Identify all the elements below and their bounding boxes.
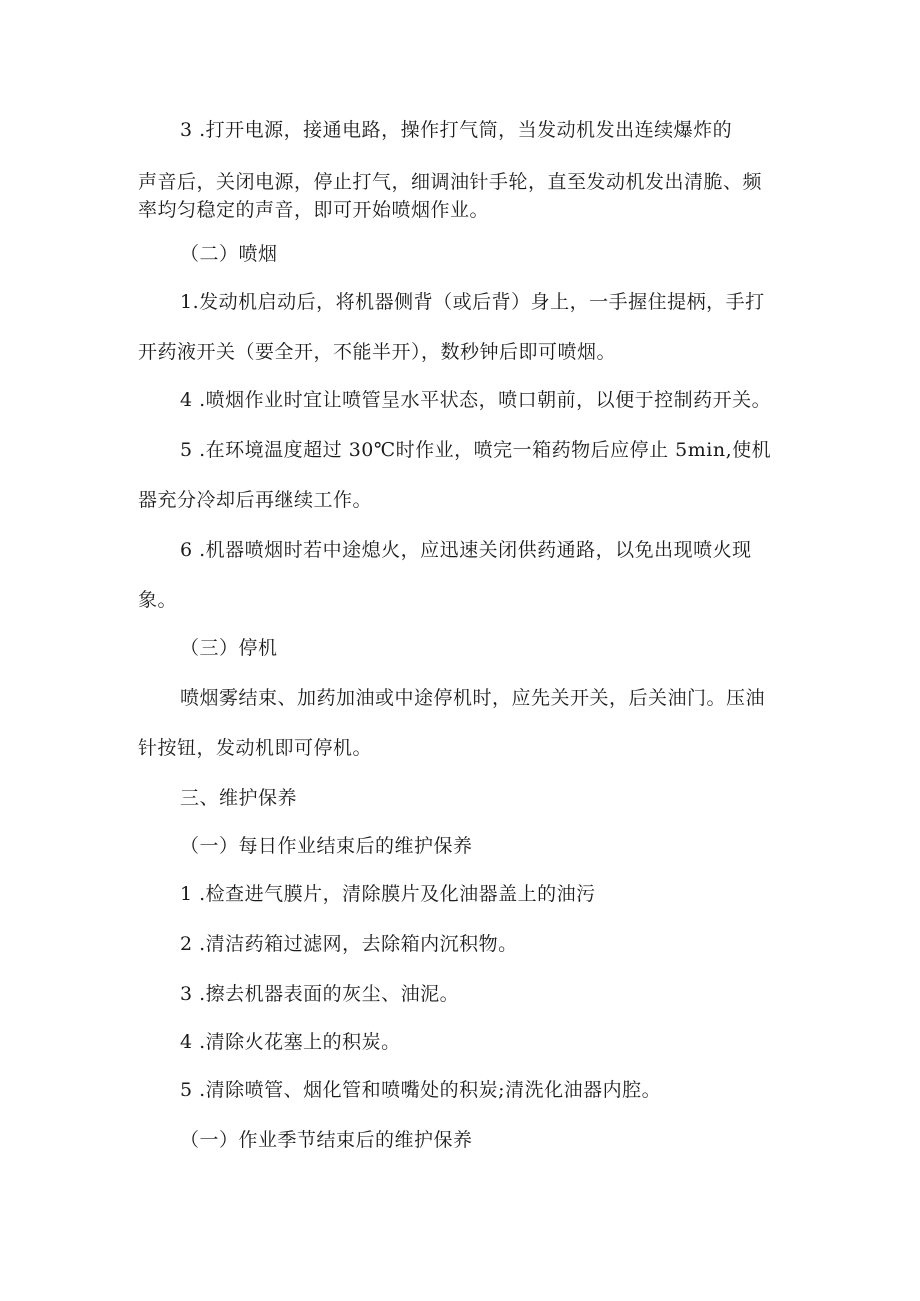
para-spray-5-line-1: 5 .在环境温度超过 30℃时作业，喷完一箱药物后应停止 5min,使机 (180, 439, 772, 461)
para-spray-5-line-2: 器充分冷却后再继续工作。 (138, 489, 373, 511)
para-step-3-line-3: 率均匀稳定的声音，即可开始喷烟作业。 (138, 199, 490, 221)
heading-season-maintenance: （一）作业季节结束后的维护保养 (180, 1129, 473, 1151)
para-daily-4: 4 .清除火花塞上的积炭。 (180, 1031, 401, 1053)
para-daily-3: 3 .擦去机器表面的灰尘、油泥。 (180, 983, 460, 1005)
para-daily-2: 2 .清洁药箱过滤网，去除箱内沉积物。 (180, 933, 518, 955)
heading-spray-smoke: （二）喷烟 (180, 243, 278, 265)
para-shutdown-line-1: 喷烟雾结束、加药加油或中途停机时，应先关开关，后关油门。压油 (180, 687, 766, 709)
para-spray-1-line-2: 开药液开关（要全开，不能半开），数秒钟后即可喷烟。 (138, 341, 617, 363)
para-step-3-line-2: 声音后，关闭电源，停止打气，细调油针手轮，直至发动机发出清脆、频 (138, 171, 763, 193)
para-spray-6-line-1: 6 .机器喷烟时若中途熄火，应迅速关闭供药通路，以免出现喷火现 (180, 539, 752, 561)
para-daily-1: 1 .检查进气膜片，清除膜片及化油器盖上的油污 (180, 883, 596, 905)
heading-daily-maintenance: （一）每日作业结束后的维护保养 (180, 835, 473, 857)
para-daily-5: 5 .清除喷管、烟化管和喷嘴处的积炭;清洗化油器内腔。 (180, 1079, 662, 1101)
para-step-3-line-1: 3 .打开电源，接通电路，操作打气筒，当发动机发出连续爆炸的 (180, 119, 733, 141)
para-spray-4: 4 .喷烟作业时宜让喷管呈水平状态，喷口朝前，以便于控制药开关。 (180, 389, 772, 411)
para-spray-1-line-1: 1.发动机启动后，将机器侧背（或后背）身上，一手握住提柄，手打 (180, 291, 765, 313)
heading-maintenance: 三、维护保养 (180, 787, 298, 809)
para-shutdown-line-2: 针按钮，发动机即可停机。 (138, 737, 373, 759)
para-spray-6-line-2: 象。 (138, 589, 178, 611)
heading-shutdown: （三）停机 (180, 637, 278, 659)
